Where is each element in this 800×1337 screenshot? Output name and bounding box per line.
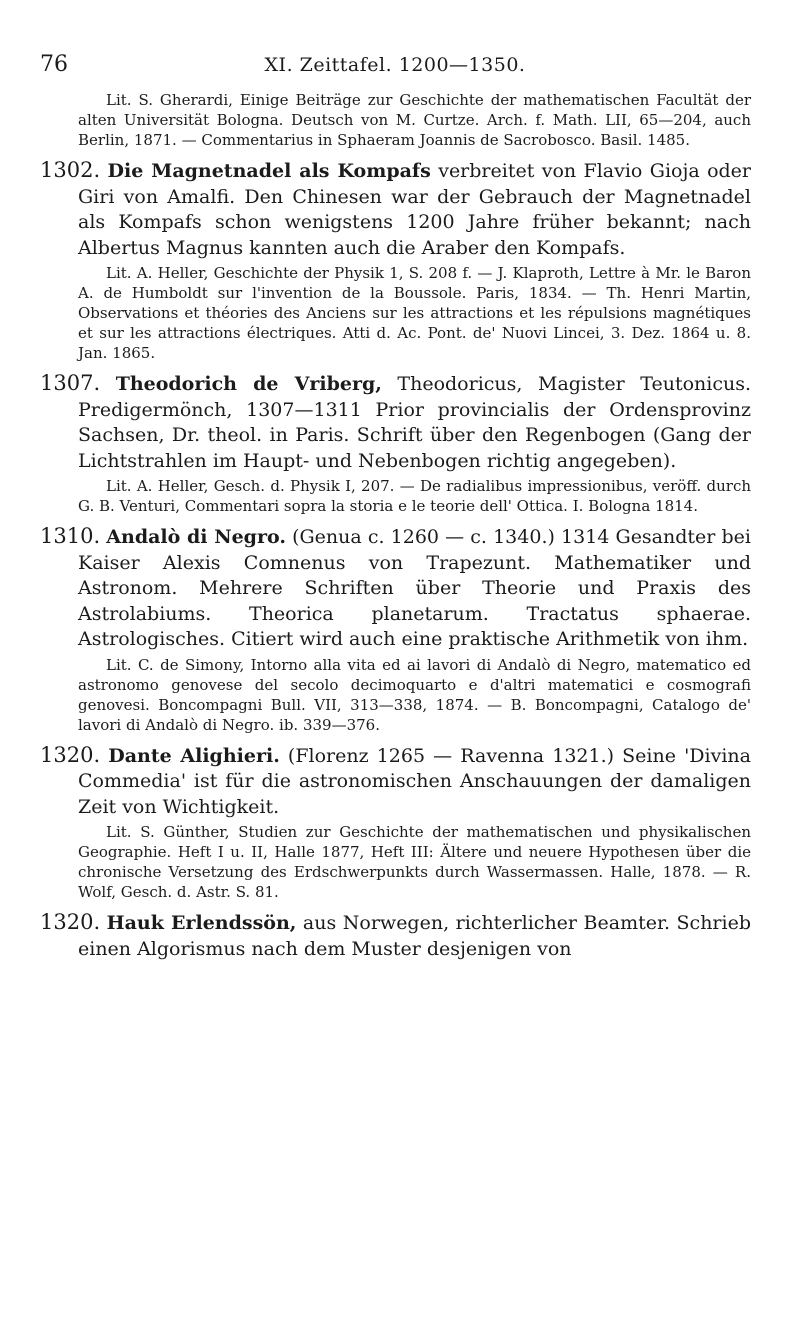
page-header — [40, 52, 750, 80]
literature-note: Lit. S. Günther, Studien zur Geschichte der mathematischen und physikalischen Geographie. Heft I u. II, Halle 1877, Heft III: Ältere und neuere Hypothesen über die chronische Versetzung des Erdschwerpunkts durch Wassermassen. Halle, 1878. — R. Wolf, Gesch. d. Astr. S. 81. — [78, 823, 751, 901]
literature-note: Lit. A. Heller, Gesch. d. Physik I, 207. — De radialibus impressionibus, veröff. durch G. B. Venturi, Commentari sopra la storia e le teorie dell' Ottica. I. Bologna 1814. — [78, 477, 751, 515]
entry-text: (Florenz 1265 — Ravenna 1321.) Seine 'Divina Commedia' ist für die astronomischen Anschauungen der damaligen Zeit von Wichtigkeit. — [78, 744, 751, 818]
entry-text: (Genua c. 1260 — c. 1340.) 1314 Gesandter bei Kaiser Alexis Comnenus von Trapezunt. Mathematiker und Astronom. Mehrere Schriften über Theorie und Praxis des Astrolabiums. Theorica planetarum. Tractatus sphaerae. Astrologisches. Citiert wird auch eine praktische Arithmetik von ihm. — [78, 526, 751, 650]
running-title: XI. Zeittafel. 1200—1350. — [264, 54, 526, 76]
entry-heading: Dante Alighieri. — [108, 744, 280, 767]
page-number: 76 — [40, 52, 68, 77]
entry-heading: Die Magnetnadel als Kompafs — [107, 160, 431, 182]
entry-year: 1302. — [40, 158, 101, 182]
timeline-entry — [40, 524, 751, 653]
entry-text: Theodoricus, Magister Teutonicus. Predigermönch, 1307—1311 Prior provincialis der Ordensprovinz Sachsen, Dr. theol. in Paris. Schrift über den Regenbogen (Gang der Lichtstrahlen im Haupt- und Nebenbogen richtig angegeben). — [78, 373, 752, 472]
entry-text: aus Norwegen, richterlicher Beamter. Schrieb einen Algorismus nach dem Muster desjenigen von — [78, 912, 751, 960]
entry-heading: Andalò di Negro. — [106, 526, 286, 548]
page-body — [40, 90, 751, 962]
entry-year: 1320. — [40, 910, 101, 934]
entry-year: 1307. — [40, 371, 101, 395]
literature-note: Lit. A. Heller, Geschichte der Physik 1, S. 208 f. — J. Klaproth, Lettre à Mr. le Baron A. de Humboldt sur l'invention de la Boussole. Paris, 1834. — Th. Henri Martin, Observations et théories des Anciens sur les attractions et les répulsions magnétiques et sur les attractions électriques. Atti d. Ac. Pont. de' Nuovi Lincei, 3. Dez. 1864 u. 8. Jan. 1865. — [78, 264, 751, 362]
timeline-entry — [40, 743, 751, 821]
timeline-entry — [40, 158, 751, 261]
entry-year: 1320. — [40, 742, 101, 767]
entry-heading: Hauk Erlendssön, — [106, 912, 297, 934]
literature-note: Lit. S. Gherardi, Einige Beiträge zur Geschichte der mathematischen Facultät der alten Universität Bologna. Deutsch von M. Curtze. Arch. f. Math. LII, 65—204, auch Berlin, 1871. — Commentarius in Sphaeram Joannis de Sacrobosco. Basil. 1485. — [78, 91, 751, 149]
entry-year: 1310. — [40, 524, 101, 548]
timeline-entry — [40, 910, 751, 962]
entry-text: verbreitet von Flavio Gioja oder Giri von Amalfi. Den Chinesen war der Gebrauch der Magnetnadel als Kompafs schon wenigstens 1200 Jahre früher bekannt; nach Albertus Magnus kannten auch die Araber den Kompafs. — [78, 160, 752, 259]
timeline-entry — [40, 371, 751, 474]
entry-heading: Theodorich de Vriberg, — [115, 373, 382, 395]
literature-note: Lit. C. de Simony, Intorno alla vita ed ai lavori di Andalò di Negro, matematico ed astronomo genovese del secolo decimoquarto e d'altri matematici e cosmografi genovesi. Boncompagni Bull. VII, 313—338, 1874. — B. Boncompagni, Catalogo de' lavori di Andalò di Negro. ib. 339—376. — [78, 655, 751, 734]
